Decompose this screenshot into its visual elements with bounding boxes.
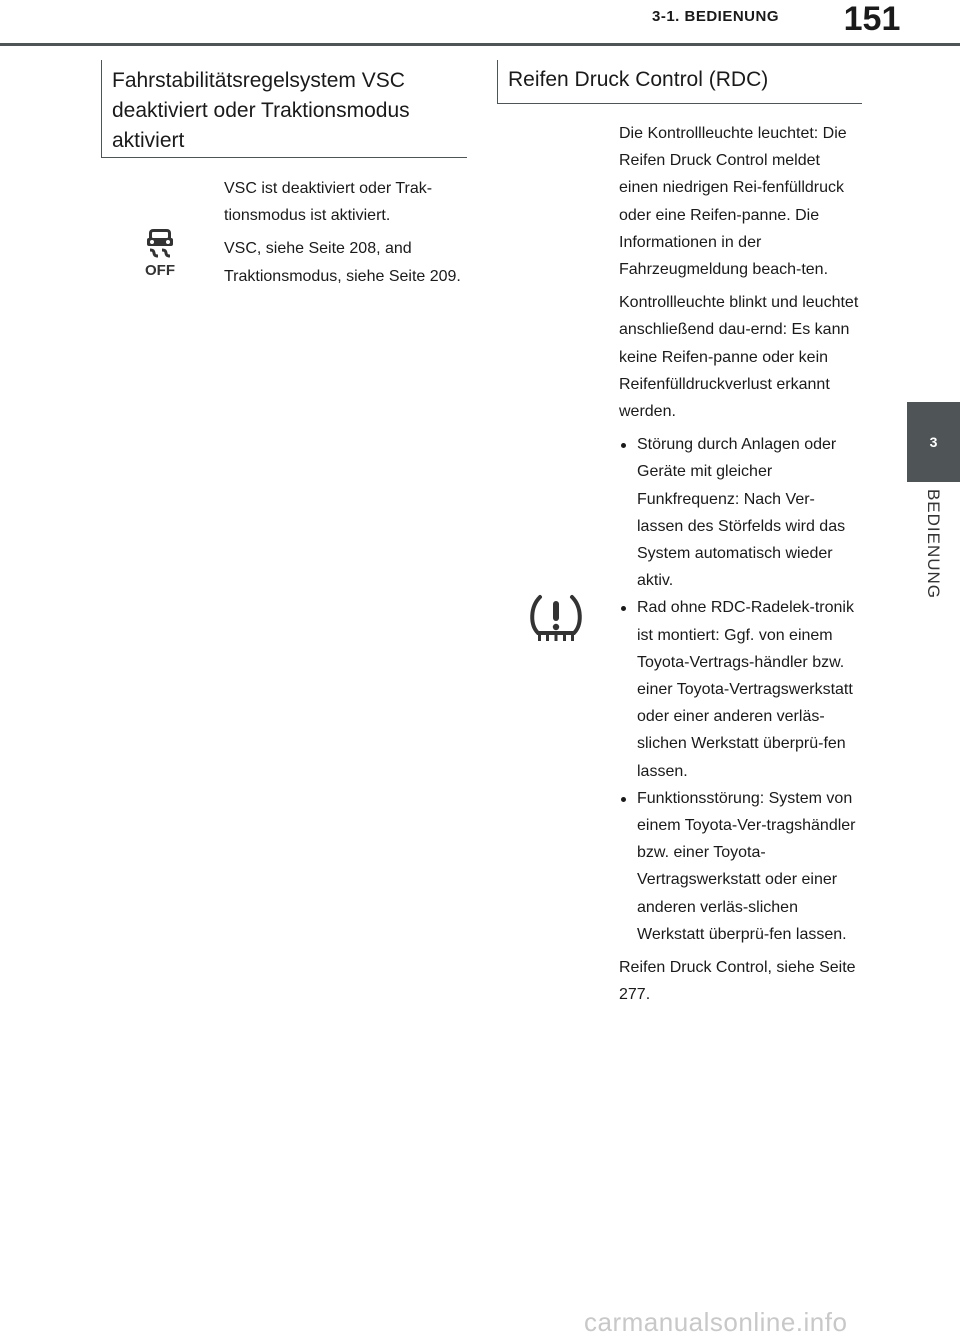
- list-item: [619, 594, 859, 784]
- header-section-title: 3-1. BEDIENUNG: [651, 8, 780, 25]
- vsc-heading: Fahrstabilitätsregelsystem VSC deaktiviert oder Traktionsmodus aktiviert: [101, 60, 467, 158]
- rdc-paragraph-2: Kontrollleuchte blinkt und leuchtet anschließend dau-ernd: Es kann keine Reifen-panne oder kein Reifenfülldruckverlust erkannt werden.: [619, 294, 859, 421]
- bullet-icon: [621, 443, 626, 448]
- chapter-label: BEDIENUNG: [924, 488, 943, 600]
- rdc-bullet-list: [619, 431, 859, 948]
- rdc-body: [619, 120, 859, 1015]
- rdc-heading: Reifen Druck Control (RDC): [497, 60, 862, 104]
- bullet-text: Rad ohne RDC-Radelek-tronik ist montiert: Ggf. von einem Toyota-Vertrags-händler bzw. einer Toyota-Vertragswerkstatt oder einer anderen verläs-slichen Werkstatt überprü-fen lassen.: [637, 599, 854, 780]
- rdc-paragraph-3: Reifen Druck Control, siehe Seite 277.: [619, 959, 856, 1004]
- vsc-paragraph-2: VSC, siehe Seite 208, and Traktionsmodus, siehe Seite 209.: [224, 240, 461, 285]
- vsc-paragraph-1: VSC ist deaktiviert oder Trak-tionsmodus ist aktiviert.: [224, 180, 433, 225]
- vsc-off-icon: [141, 228, 179, 278]
- svg-text:OFF: OFF: [145, 262, 175, 278]
- chapter-tab: 3: [907, 402, 960, 482]
- bullet-icon: [621, 797, 626, 802]
- bullet-text: Funktionsstörung: System von einem Toyota-Ver-tragshändler bzw. einer Toyota-Vertragswerkstatt oder einer anderen verläs-slichen Werkstatt überprü-fen lassen.: [637, 789, 856, 943]
- tire-pressure-warning-icon: [528, 593, 584, 645]
- rdc-paragraph-1: Die Kontrollleuchte leuchtet: Die Reifen Druck Control meldet einen niedrigen Rei-fenfülldruck oder eine Reifen-panne. Die Informationen in der Fahrzeugmeldung beach-ten.: [619, 125, 847, 279]
- page-number: 151: [843, 0, 901, 38]
- list-item: [619, 431, 859, 594]
- vsc-body: [224, 175, 464, 296]
- list-item: [619, 785, 859, 948]
- bullet-text: Störung durch Anlagen oder Geräte mit gleicher Funkfrequenz: Nach Ver-lassen des Störfelds wird das System automatisch wieder aktiv.: [637, 436, 846, 590]
- bullet-icon: [621, 606, 626, 611]
- header-rule: [0, 43, 960, 46]
- watermark: carmanualsonline.info: [584, 1307, 848, 1337]
